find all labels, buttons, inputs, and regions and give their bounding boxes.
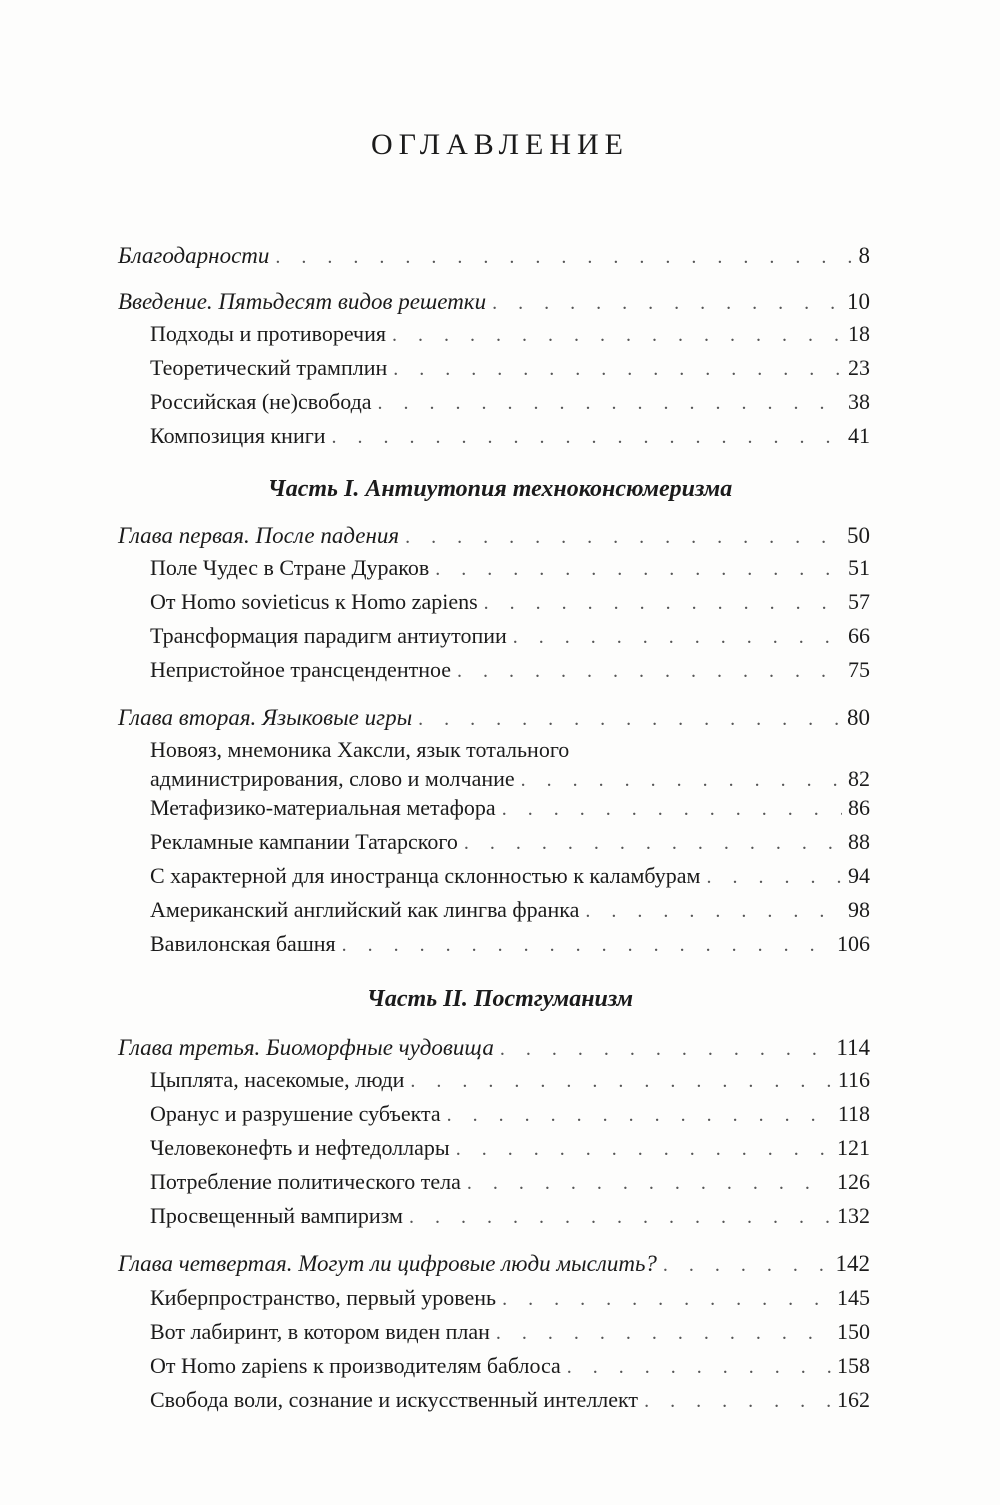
toc-page-number: 158 (837, 1353, 870, 1378)
toc-section[interactable] (150, 794, 870, 822)
leader-dots (457, 657, 842, 685)
toc-label: Вот лабиринт, в котором виден план (150, 1319, 490, 1344)
toc-label: Благодарности (118, 243, 270, 268)
toc-page-number: 106 (837, 931, 870, 956)
toc-label: Непристойное трансцендентное (150, 657, 452, 682)
leader-dots (502, 1285, 831, 1313)
toc-page-number: 8 (858, 243, 870, 268)
toc-section[interactable] (150, 1100, 870, 1128)
toc-section[interactable] (150, 656, 870, 684)
toc-page-number: 114 (836, 1035, 870, 1060)
leader-dots (405, 523, 841, 551)
toc-page-number: 50 (847, 523, 870, 548)
toc-label: Киберпространство, первый уровень (150, 1285, 497, 1310)
leader-dots (467, 1169, 831, 1197)
toc-page-number: 86 (848, 795, 870, 820)
toc-section[interactable] (150, 828, 870, 856)
toc-section[interactable] (150, 1134, 870, 1162)
toc-page-number: 51 (848, 555, 870, 580)
toc-label: Поле Чудес в Стране Дураков (150, 555, 430, 580)
toc-section[interactable] (150, 388, 870, 416)
toc-page-number: 66 (848, 623, 870, 648)
toc-label: Метафизико-материальная метафора (150, 795, 496, 820)
toc-label: Подходы и противоречия (150, 321, 387, 346)
toc-label: Российская (не)свобода (150, 389, 372, 414)
toc-label: Просвещенный вампиризм (150, 1203, 403, 1228)
leader-dots (502, 795, 842, 823)
toc-page-number: 145 (837, 1285, 870, 1310)
toc-label: Глава третья. Биоморфные чудовища (118, 1035, 494, 1060)
toc-page-number: 126 (837, 1169, 870, 1194)
toc-page-number: 38 (848, 389, 870, 414)
toc-label: администрирования, слово и молчание (150, 766, 515, 791)
toc-page-number: 80 (847, 705, 870, 730)
toc-chapter-introduction[interactable] (118, 288, 870, 316)
toc-section[interactable] (150, 554, 870, 582)
toc-label: От Homo zapiens к производителям баблоса (150, 1353, 561, 1378)
toc-section[interactable] (150, 1284, 870, 1312)
toc-page-number: 82 (848, 766, 870, 791)
toc-label: Глава четвертая. Могут ли цифровые люди мыслить? (118, 1251, 657, 1276)
toc-chapter-acknowledgements[interactable] (118, 242, 870, 270)
toc-section[interactable] (150, 735, 870, 793)
toc-label: Рекламные кампании Татарского (150, 829, 458, 854)
toc-page-number: 150 (837, 1319, 870, 1344)
toc-section[interactable] (150, 1352, 870, 1380)
toc-chapter[interactable] (118, 1250, 870, 1278)
leader-dots (464, 829, 842, 857)
leader-dots (392, 321, 842, 349)
leader-dots (393, 355, 842, 383)
leader-dots (484, 589, 842, 617)
leader-dots (500, 1035, 831, 1063)
leader-dots (275, 243, 852, 271)
toc-label: От Homo sovieticus к Homo zapiens (150, 589, 478, 614)
toc-page-number: 75 (848, 657, 870, 682)
toc-label: Глава первая. После падения (118, 523, 400, 548)
toc-label: Введение. Пятьдесят видов решетки (118, 289, 487, 314)
toc-label: Глава вторая. Языковые игры (118, 705, 413, 730)
toc-label: Американский английский как лингва франка (150, 897, 580, 922)
toc-chapter[interactable] (118, 522, 870, 550)
toc-section[interactable] (150, 896, 870, 924)
toc-label: Потребление политического тела (150, 1169, 461, 1194)
leader-dots (447, 1101, 832, 1129)
leader-dots (644, 1387, 831, 1415)
leader-dots (332, 423, 842, 451)
toc-page-number: 162 (837, 1387, 870, 1412)
toc-page-number: 142 (835, 1251, 870, 1276)
toc-section[interactable] (150, 622, 870, 650)
toc-chapter[interactable] (118, 1034, 870, 1062)
toc-label: С характерной для иностранца склонностью к каламбурам (150, 863, 701, 888)
toc-page-number: 98 (848, 897, 870, 922)
leader-dots (410, 1067, 831, 1095)
toc-section[interactable] (150, 1066, 870, 1094)
leader-dots (706, 863, 842, 891)
toc-section[interactable] (150, 1386, 870, 1414)
toc-page-number: 121 (837, 1135, 870, 1160)
toc-chapter[interactable] (118, 704, 870, 732)
toc-part-heading: Часть II. Постгуманизм (366, 986, 634, 1012)
toc-page-number: 118 (837, 1101, 870, 1126)
toc-page-number: 132 (837, 1203, 870, 1228)
leader-dots (409, 1203, 831, 1231)
toc-section[interactable] (150, 1318, 870, 1346)
toc-label: Цыплята, насекомые, люди (150, 1067, 405, 1092)
toc-page-number: 18 (848, 321, 870, 346)
leader-dots (496, 1319, 831, 1347)
leader-dots (418, 705, 841, 733)
toc-page-number: 10 (847, 289, 870, 314)
toc-page-number: 88 (848, 829, 870, 854)
toc-label: Вавилонская башня (150, 931, 336, 956)
toc-label: Новояз, мнемоника Хаксли, язык тотального (150, 737, 570, 762)
toc-label: Человеконефть и нефтедоллары (150, 1135, 450, 1160)
toc-page-number: 23 (848, 355, 870, 380)
toc-section[interactable] (150, 588, 870, 616)
leader-dots (663, 1251, 830, 1279)
toc-label: Оранус и разрушение субъекта (150, 1101, 441, 1126)
toc-page-number: 41 (848, 423, 870, 448)
toc-page-number: 94 (848, 863, 870, 888)
toc-part-heading: Часть I. Антиутопия техноконсюмеризма (267, 476, 733, 502)
toc-section[interactable] (150, 354, 870, 382)
toc-label: Теоретический трамплин (150, 355, 388, 380)
toc-section[interactable] (150, 320, 870, 348)
toc-page-number: 116 (837, 1067, 870, 1092)
leader-dots (567, 1353, 831, 1381)
toc-page-number: 57 (848, 589, 870, 614)
toc-section[interactable] (150, 422, 870, 450)
leader-dots (492, 289, 841, 317)
leader-dots (378, 389, 842, 417)
leader-dots (513, 623, 842, 651)
toc-label: Композиция книги (150, 423, 326, 448)
toc-section[interactable] (150, 930, 870, 958)
leader-dots (456, 1135, 831, 1163)
page-title: ОГЛАВЛЕНИЕ (371, 128, 629, 161)
toc-section[interactable] (150, 862, 870, 890)
toc-section[interactable] (150, 1168, 870, 1196)
leader-dots (435, 555, 842, 583)
leader-dots (521, 766, 842, 795)
leader-dots (585, 897, 842, 925)
toc-section[interactable] (150, 1202, 870, 1230)
toc-label: Трансформация парадигм антиутопии (150, 623, 507, 648)
toc-label: Свобода воли, сознание и искусственный интеллект (150, 1387, 639, 1412)
leader-dots (342, 931, 831, 959)
